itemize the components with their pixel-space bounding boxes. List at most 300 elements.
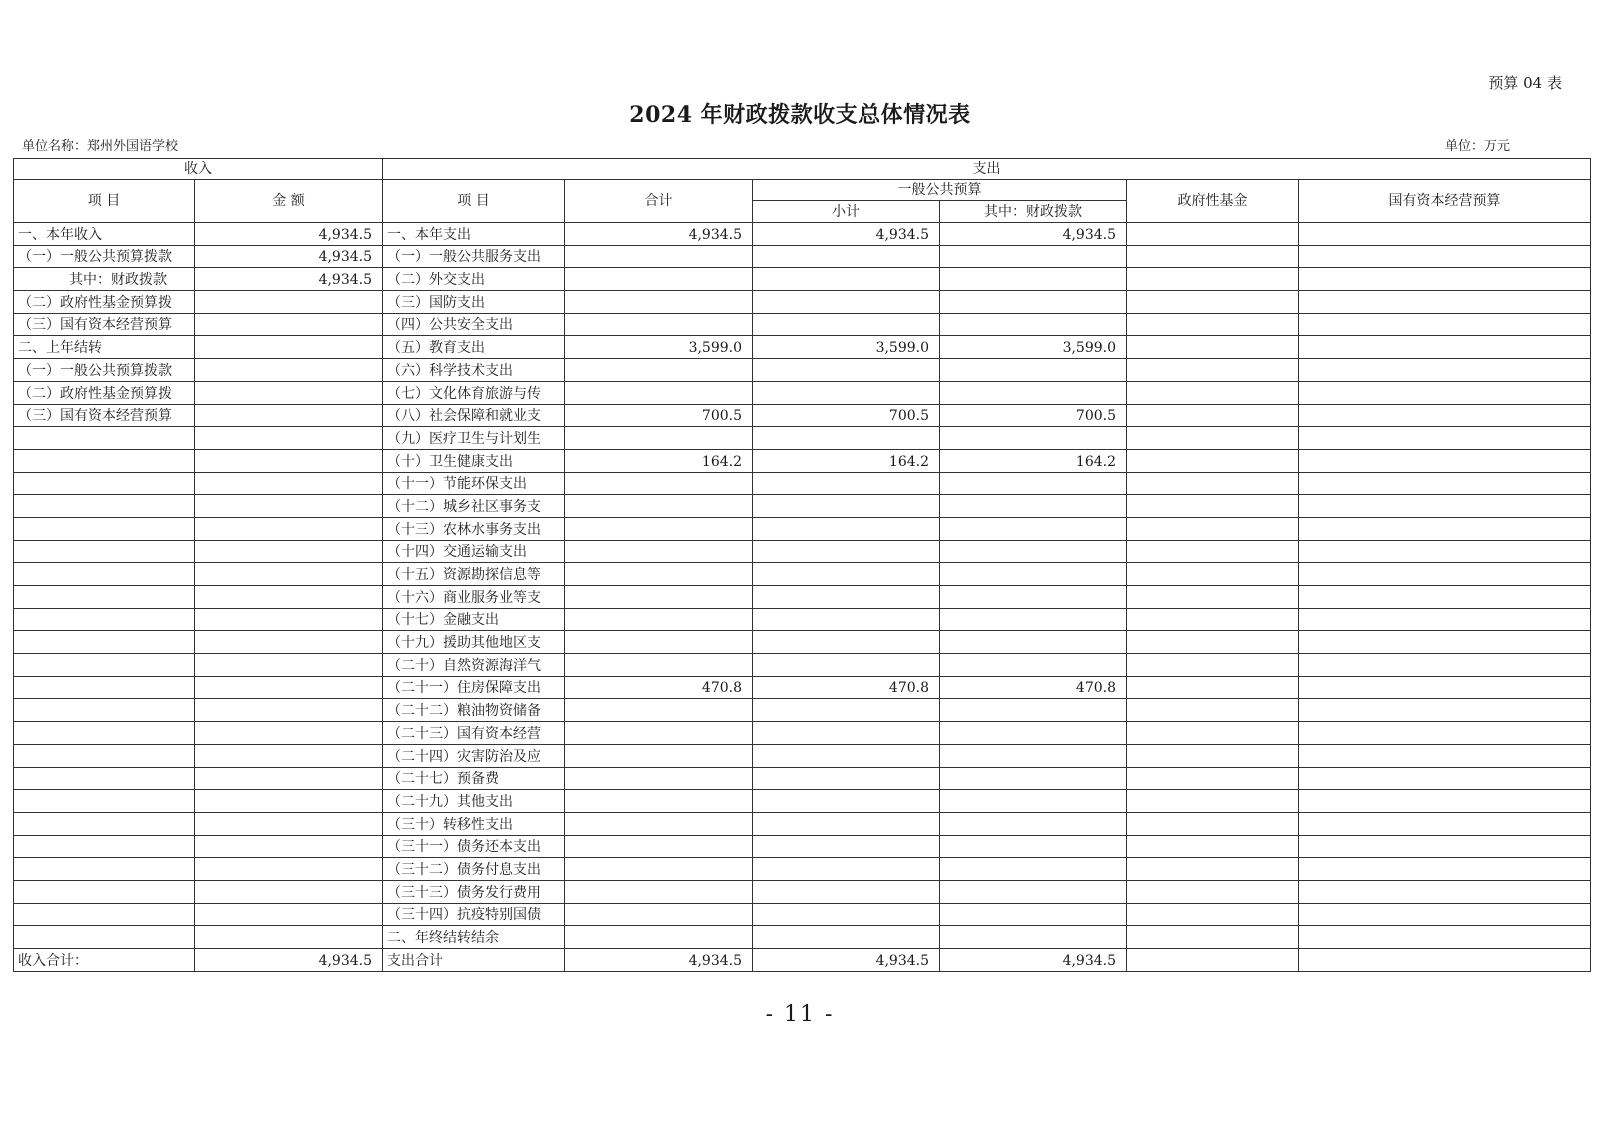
general-subtotal-cell: 4,934.5	[753, 949, 940, 972]
income-amount-cell	[195, 586, 383, 609]
income-item-cell	[14, 812, 195, 835]
expense-item-cell: （十三）农林水事务支出	[383, 517, 565, 540]
expense-total-cell	[565, 858, 753, 881]
gov-fund-cell	[1127, 313, 1299, 336]
state-capital-cell	[1299, 608, 1591, 631]
expense-item-cell: （十四）交通运输支出	[383, 540, 565, 563]
expense-total-cell	[565, 767, 753, 790]
general-subtotal-cell	[753, 744, 940, 767]
expense-item-cell: （十）卫生健康支出	[383, 449, 565, 472]
fiscal-allocation-cell	[940, 608, 1127, 631]
expense-item-cell: （六）科学技术支出	[383, 359, 565, 382]
state-capital-cell	[1299, 404, 1591, 427]
fiscal-allocation-cell	[940, 744, 1127, 767]
income-item-cell	[14, 699, 195, 722]
income-amount-cell	[195, 563, 383, 586]
table-row	[14, 245, 1591, 268]
income-amount-cell	[195, 336, 383, 359]
gov-fund-cell	[1127, 563, 1299, 586]
state-capital-cell	[1299, 790, 1591, 813]
income-item-cell	[14, 608, 195, 631]
gov-fund-cell	[1127, 472, 1299, 495]
table-row	[14, 268, 1591, 291]
table-row	[14, 790, 1591, 813]
state-capital-cell	[1299, 880, 1591, 903]
expense-header: 支出	[383, 159, 1591, 180]
expense-total-cell	[565, 903, 753, 926]
fiscal-allocation-cell	[940, 427, 1127, 450]
income-amount-cell	[195, 540, 383, 563]
state-capital-cell	[1299, 926, 1591, 949]
general-subtotal-cell	[753, 517, 940, 540]
expense-total-cell: 4,934.5	[565, 949, 753, 972]
expense-item-cell: （二十七）预备费	[383, 767, 565, 790]
fiscal-allocation-cell: 4,934.5	[940, 223, 1127, 246]
table-row	[14, 608, 1591, 631]
general-subtotal-cell	[753, 903, 940, 926]
general-subtotal-cell: 470.8	[753, 676, 940, 699]
table-row	[14, 223, 1591, 246]
fiscal-allocation-cell	[940, 540, 1127, 563]
general-subtotal-cell	[753, 359, 940, 382]
income-amount-cell	[195, 699, 383, 722]
general-subtotal-cell	[753, 268, 940, 291]
fiscal-allocation-cell	[940, 880, 1127, 903]
gov-fund-cell	[1127, 608, 1299, 631]
general-subtotal-cell	[753, 540, 940, 563]
general-subtotal-cell: 4,934.5	[753, 223, 940, 246]
income-amount-cell	[195, 472, 383, 495]
income-item-cell	[14, 586, 195, 609]
table-row	[14, 472, 1591, 495]
table-row	[14, 858, 1591, 881]
table-row	[14, 404, 1591, 427]
state-capital-cell	[1299, 268, 1591, 291]
expense-item-header: 项 目	[383, 180, 565, 223]
expense-item-cell: （七）文化体育旅游与传	[383, 381, 565, 404]
income-item-cell	[14, 790, 195, 813]
general-subtotal-cell	[753, 313, 940, 336]
gov-fund-cell	[1127, 495, 1299, 518]
expense-item-cell: （十五）资源勘探信息等	[383, 563, 565, 586]
income-item-cell	[14, 449, 195, 472]
gov-fund-cell	[1127, 699, 1299, 722]
income-amount-cell	[195, 744, 383, 767]
fiscal-allocation-cell	[940, 359, 1127, 382]
income-amount-cell	[195, 608, 383, 631]
income-amount-cell	[195, 495, 383, 518]
general-subtotal-cell: 700.5	[753, 404, 940, 427]
general-subtotal-cell	[753, 835, 940, 858]
state-capital-cell	[1299, 359, 1591, 382]
expense-total-cell	[565, 359, 753, 382]
state-capital-cell	[1299, 903, 1591, 926]
state-capital-cell	[1299, 744, 1591, 767]
expense-item-cell: （十六）商业服务业等支	[383, 586, 565, 609]
income-amount-cell	[195, 517, 383, 540]
gov-fund-cell	[1127, 631, 1299, 654]
expense-total-cell	[565, 563, 753, 586]
gov-fund-cell	[1127, 381, 1299, 404]
table-row	[14, 722, 1591, 745]
expense-total-cell: 3,599.0	[565, 336, 753, 359]
expense-total-cell: 470.8	[565, 676, 753, 699]
income-item-cell	[14, 563, 195, 586]
general-subtotal-cell	[753, 427, 940, 450]
fiscal-allocation-cell	[940, 722, 1127, 745]
expense-total-cell: 4,934.5	[565, 223, 753, 246]
gov-fund-cell	[1127, 404, 1299, 427]
header-row-top	[14, 159, 1591, 180]
state-capital-cell	[1299, 540, 1591, 563]
income-amount-cell	[195, 835, 383, 858]
fiscal-allocation-cell	[940, 790, 1127, 813]
income-amount-cell	[195, 631, 383, 654]
income-amount-cell	[195, 722, 383, 745]
expense-total-cell	[565, 291, 753, 314]
income-item-cell	[14, 835, 195, 858]
general-subtotal-cell	[753, 631, 940, 654]
income-item-cell	[14, 903, 195, 926]
total-header: 合计	[565, 180, 753, 223]
fiscal-allocation-cell	[940, 812, 1127, 835]
income-amount-cell	[195, 359, 383, 382]
expense-item-cell: （一）一般公共服务支出	[383, 245, 565, 268]
table-row	[14, 654, 1591, 677]
fiscal-allocation-cell	[940, 245, 1127, 268]
state-capital-header: 国有资本经营预算	[1299, 180, 1591, 223]
expense-total-cell	[565, 245, 753, 268]
expense-item-cell: （十九）援助其他地区支	[383, 631, 565, 654]
expense-total-cell: 164.2	[565, 449, 753, 472]
state-capital-cell	[1299, 586, 1591, 609]
general-subtotal-cell	[753, 563, 940, 586]
income-amount-cell	[195, 926, 383, 949]
income-amount-cell: 4,934.5	[195, 949, 383, 972]
expense-item-cell: （二）外交支出	[383, 268, 565, 291]
gov-fund-cell	[1127, 336, 1299, 359]
state-capital-cell	[1299, 427, 1591, 450]
expense-total-cell	[565, 586, 753, 609]
general-subtotal-cell	[753, 926, 940, 949]
gov-fund-cell	[1127, 540, 1299, 563]
fiscal-allocation-cell	[940, 586, 1127, 609]
table-row	[14, 676, 1591, 699]
income-item-cell: （三）国有资本经营预算	[14, 404, 195, 427]
gov-fund-cell	[1127, 268, 1299, 291]
expense-total-cell	[565, 654, 753, 677]
gov-fund-header: 政府性基金	[1127, 180, 1299, 223]
header-row-mid	[14, 180, 1591, 201]
table-row	[14, 359, 1591, 382]
income-item-cell	[14, 767, 195, 790]
fiscal-allocation-cell: 164.2	[940, 449, 1127, 472]
gov-fund-cell	[1127, 654, 1299, 677]
fiscal-allocation-header: 其中：财政拨款	[940, 201, 1127, 223]
income-amount-cell	[195, 449, 383, 472]
fiscal-allocation-cell: 4,934.5	[940, 949, 1127, 972]
state-capital-cell	[1299, 654, 1591, 677]
general-subtotal-cell	[753, 291, 940, 314]
income-amount-cell	[195, 381, 383, 404]
income-item-cell: 一、本年收入	[14, 223, 195, 246]
general-subtotal-cell	[753, 495, 940, 518]
expense-total-cell	[565, 313, 753, 336]
income-item-cell	[14, 495, 195, 518]
fiscal-allocation-cell	[940, 903, 1127, 926]
fiscal-allocation-cell: 470.8	[940, 676, 1127, 699]
general-subtotal-cell	[753, 608, 940, 631]
income-item-cell	[14, 858, 195, 881]
expense-item-cell: （三十三）债务发行费用	[383, 880, 565, 903]
income-amount-cell	[195, 812, 383, 835]
state-capital-cell	[1299, 949, 1591, 972]
table-row	[14, 812, 1591, 835]
expense-total-cell	[565, 495, 753, 518]
income-item-cell: （一）一般公共预算拨款	[14, 359, 195, 382]
fiscal-allocation-cell	[940, 495, 1127, 518]
expense-total-cell	[565, 880, 753, 903]
expense-item-cell: （十七）金融支出	[383, 608, 565, 631]
state-capital-cell	[1299, 858, 1591, 881]
expense-item-cell: 二、年终结转结余	[383, 926, 565, 949]
income-amount-cell: 4,934.5	[195, 268, 383, 291]
expense-item-cell: （三十四）抗疫特别国债	[383, 903, 565, 926]
table-row	[14, 336, 1591, 359]
general-subtotal-cell	[753, 790, 940, 813]
general-subtotal-cell	[753, 767, 940, 790]
gov-fund-cell	[1127, 949, 1299, 972]
fiscal-allocation-cell: 700.5	[940, 404, 1127, 427]
general-subtotal-cell	[753, 858, 940, 881]
table-row	[14, 563, 1591, 586]
expense-total-cell	[565, 744, 753, 767]
state-capital-cell	[1299, 381, 1591, 404]
table-row	[14, 767, 1591, 790]
table-row	[14, 313, 1591, 336]
table-row	[14, 449, 1591, 472]
table-row	[14, 631, 1591, 654]
fiscal-allocation-cell	[940, 381, 1127, 404]
expense-item-cell: （二十二）粮油物资储备	[383, 699, 565, 722]
table-row	[14, 744, 1591, 767]
expense-total-cell	[565, 381, 753, 404]
income-amount-cell	[195, 858, 383, 881]
fiscal-allocation-cell	[940, 291, 1127, 314]
income-item-cell: （一）一般公共预算拨款	[14, 245, 195, 268]
gov-fund-cell	[1127, 245, 1299, 268]
income-item-cell	[14, 427, 195, 450]
income-amount-cell	[195, 880, 383, 903]
income-amount-cell	[195, 427, 383, 450]
income-item-cell: （三）国有资本经营预算	[14, 313, 195, 336]
state-capital-cell	[1299, 223, 1591, 246]
fiscal-allocation-cell	[940, 517, 1127, 540]
expense-item-cell: （三十一）债务还本支出	[383, 835, 565, 858]
fiscal-allocation-cell	[940, 699, 1127, 722]
fiscal-allocation-cell	[940, 835, 1127, 858]
table-row	[14, 427, 1591, 450]
expense-item-cell: （三十）转移性支出	[383, 812, 565, 835]
state-capital-cell	[1299, 313, 1591, 336]
table-row	[14, 880, 1591, 903]
state-capital-cell	[1299, 631, 1591, 654]
gov-fund-cell	[1127, 517, 1299, 540]
expense-total-cell	[565, 722, 753, 745]
gov-fund-cell	[1127, 812, 1299, 835]
gov-fund-cell	[1127, 744, 1299, 767]
state-capital-cell	[1299, 245, 1591, 268]
state-capital-cell	[1299, 812, 1591, 835]
general-subtotal-cell: 164.2	[753, 449, 940, 472]
general-subtotal-cell	[753, 381, 940, 404]
general-subtotal-cell	[753, 812, 940, 835]
expense-total-cell	[565, 835, 753, 858]
general-subtotal-cell	[753, 722, 940, 745]
income-item-cell: （二）政府性基金预算拨	[14, 381, 195, 404]
general-subtotal-cell	[753, 586, 940, 609]
state-capital-cell	[1299, 699, 1591, 722]
expense-total-cell	[565, 608, 753, 631]
table-row	[14, 699, 1591, 722]
expense-total-cell	[565, 427, 753, 450]
state-capital-cell	[1299, 563, 1591, 586]
income-amount-cell	[195, 790, 383, 813]
fiscal-allocation-cell	[940, 268, 1127, 291]
income-item-cell	[14, 676, 195, 699]
gov-fund-cell	[1127, 427, 1299, 450]
expense-item-cell: （十一）节能环保支出	[383, 472, 565, 495]
expense-item-cell: （九）医疗卫生与计划生	[383, 427, 565, 450]
expense-total-cell	[565, 631, 753, 654]
income-item-header: 项 目	[14, 180, 195, 223]
income-amount-cell	[195, 676, 383, 699]
fiscal-allocation-cell	[940, 654, 1127, 677]
income-item-cell: 二、上年结转	[14, 336, 195, 359]
table-row	[14, 949, 1591, 972]
gov-fund-cell	[1127, 359, 1299, 382]
expense-total-cell	[565, 540, 753, 563]
gov-fund-cell	[1127, 291, 1299, 314]
table-row	[14, 381, 1591, 404]
income-amount-cell	[195, 903, 383, 926]
state-capital-cell	[1299, 835, 1591, 858]
income-amount-cell	[195, 654, 383, 677]
income-amount-cell	[195, 404, 383, 427]
expense-item-cell: （二十九）其他支出	[383, 790, 565, 813]
expense-item-cell: （四）公共安全支出	[383, 313, 565, 336]
expense-item-cell: （二十四）灾害防治及应	[383, 744, 565, 767]
subtotal-header: 小计	[753, 201, 940, 223]
state-capital-cell	[1299, 449, 1591, 472]
gov-fund-cell	[1127, 449, 1299, 472]
fiscal-allocation-cell	[940, 858, 1127, 881]
table-row	[14, 291, 1591, 314]
general-budget-header: 一般公共预算	[753, 180, 1127, 201]
expense-item-cell: （五）教育支出	[383, 336, 565, 359]
income-item-cell	[14, 540, 195, 563]
state-capital-cell	[1299, 495, 1591, 518]
income-item-cell	[14, 926, 195, 949]
gov-fund-cell	[1127, 676, 1299, 699]
expense-total-cell: 700.5	[565, 404, 753, 427]
expense-item-cell: （二十）自然资源海洋气	[383, 654, 565, 677]
expense-item-cell: （三十二）债务付息支出	[383, 858, 565, 881]
general-subtotal-cell	[753, 880, 940, 903]
expense-total-cell	[565, 926, 753, 949]
income-amount-header: 金 额	[195, 180, 383, 223]
expense-total-cell	[565, 812, 753, 835]
expense-total-cell	[565, 472, 753, 495]
fiscal-allocation-cell: 3,599.0	[940, 336, 1127, 359]
general-subtotal-cell	[753, 654, 940, 677]
state-capital-cell	[1299, 472, 1591, 495]
page-number: - 11 -	[765, 1002, 835, 1027]
table-row	[14, 903, 1591, 926]
gov-fund-cell	[1127, 767, 1299, 790]
unit-name-label: 单位名称：郑州外国语学校	[22, 139, 179, 154]
expense-total-cell	[565, 268, 753, 291]
gov-fund-cell	[1127, 223, 1299, 246]
budget-table	[13, 158, 1591, 972]
state-capital-cell	[1299, 767, 1591, 790]
gov-fund-cell	[1127, 903, 1299, 926]
income-header: 收入	[14, 159, 383, 180]
gov-fund-cell	[1127, 722, 1299, 745]
gov-fund-cell	[1127, 835, 1299, 858]
fiscal-allocation-cell	[940, 472, 1127, 495]
gov-fund-cell	[1127, 880, 1299, 903]
income-item-cell	[14, 722, 195, 745]
gov-fund-cell	[1127, 790, 1299, 813]
table-row	[14, 540, 1591, 563]
income-item-cell: 收入合计：	[14, 949, 195, 972]
income-item-cell: （二）政府性基金预算拨	[14, 291, 195, 314]
expense-total-cell	[565, 699, 753, 722]
income-item-cell	[14, 472, 195, 495]
general-subtotal-cell	[753, 245, 940, 268]
gov-fund-cell	[1127, 926, 1299, 949]
expense-item-cell: （三）国防支出	[383, 291, 565, 314]
table-row	[14, 517, 1591, 540]
expense-item-cell: 支出合计	[383, 949, 565, 972]
gov-fund-cell	[1127, 586, 1299, 609]
page-title: 2024 年财政拨款收支总体情况表	[629, 102, 971, 128]
state-capital-cell	[1299, 336, 1591, 359]
table-row	[14, 835, 1591, 858]
income-amount-cell: 4,934.5	[195, 223, 383, 246]
expense-item-cell: （二十三）国有资本经营	[383, 722, 565, 745]
fiscal-allocation-cell	[940, 313, 1127, 336]
income-amount-cell: 4,934.5	[195, 245, 383, 268]
income-item-cell	[14, 654, 195, 677]
gov-fund-cell	[1127, 858, 1299, 881]
state-capital-cell	[1299, 517, 1591, 540]
income-item-cell	[14, 631, 195, 654]
form-number: 预算 04 表	[1488, 74, 1562, 92]
income-item-cell	[14, 517, 195, 540]
expense-total-cell	[565, 790, 753, 813]
income-item-cell: 其中：财政拨款	[14, 268, 195, 291]
fiscal-allocation-cell	[940, 631, 1127, 654]
table-row	[14, 495, 1591, 518]
table-body	[14, 223, 1591, 972]
income-amount-cell	[195, 767, 383, 790]
fiscal-allocation-cell	[940, 563, 1127, 586]
state-capital-cell	[1299, 676, 1591, 699]
expense-total-cell	[565, 517, 753, 540]
income-item-cell	[14, 744, 195, 767]
